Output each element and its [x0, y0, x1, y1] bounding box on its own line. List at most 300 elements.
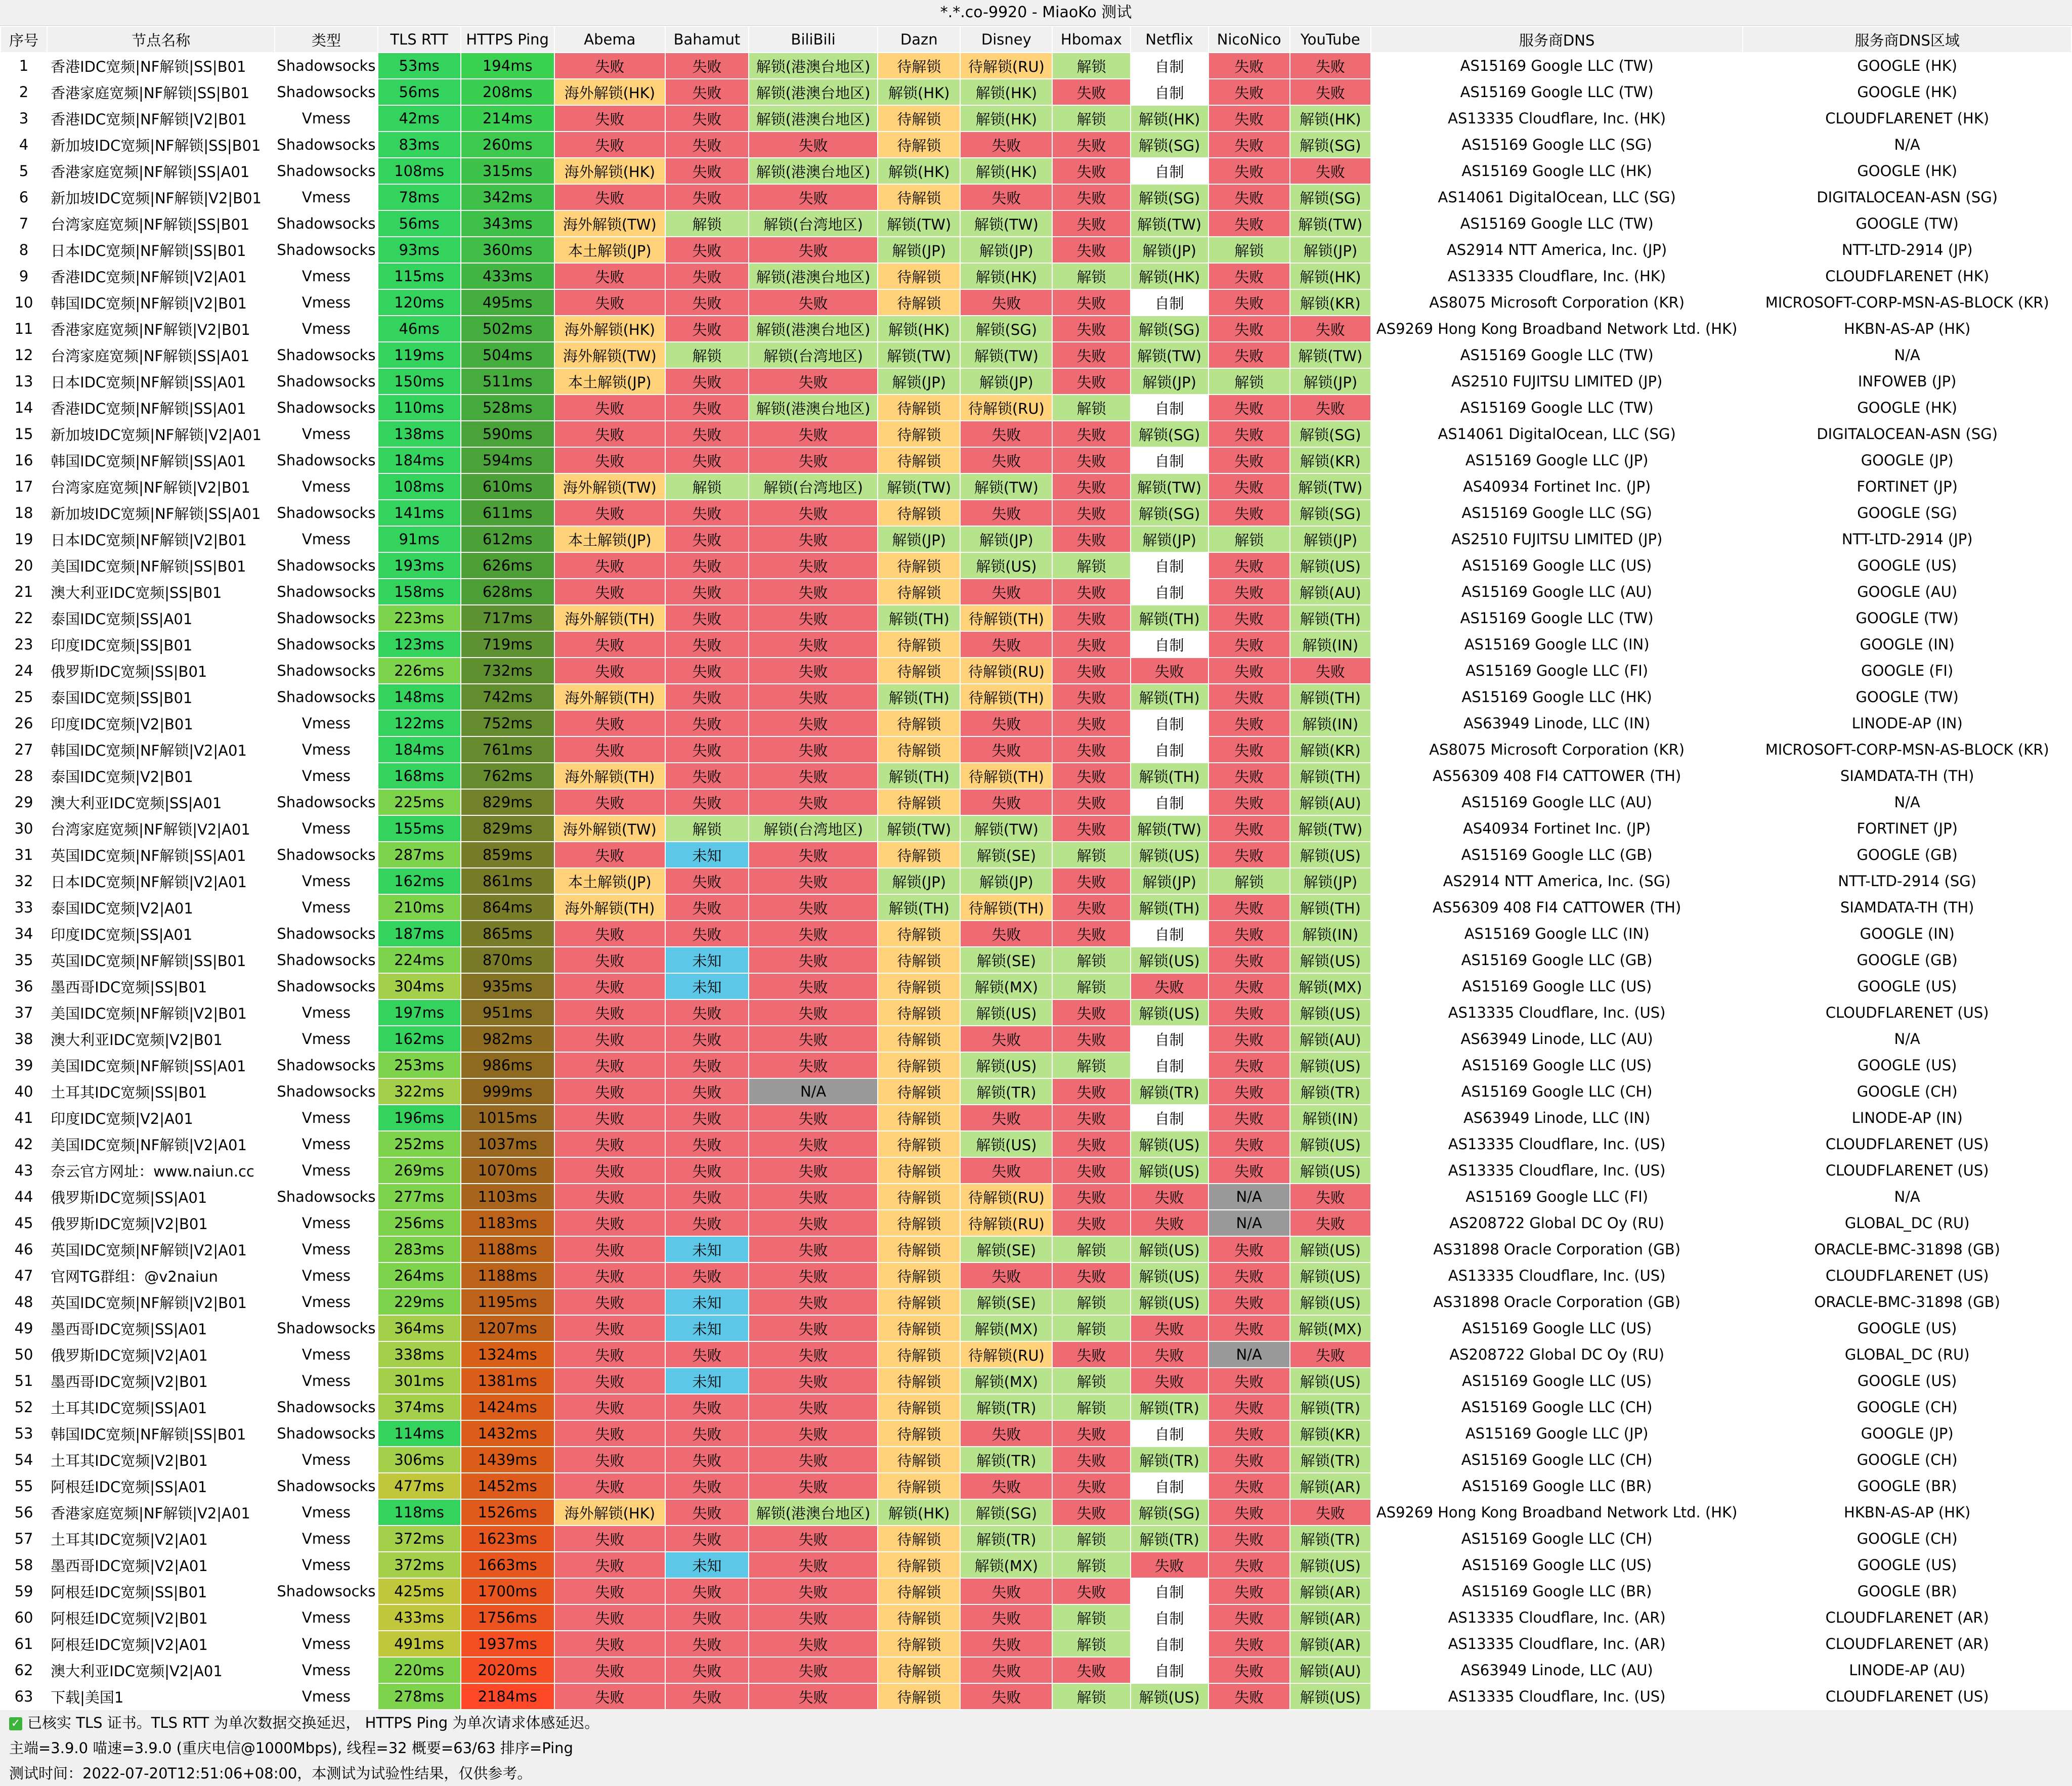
tls-rtt: 226ms	[378, 658, 461, 684]
table-row[interactable]	[1, 658, 2071, 684]
table-row[interactable]	[1, 1526, 2071, 1552]
row-index: 6	[1, 184, 47, 210]
status-cell: 失败	[665, 552, 749, 579]
dns-region: CLOUDFLARENET (AR)	[1743, 1631, 2071, 1657]
status-cell: 解锁(TW)	[960, 815, 1052, 842]
column-header[interactable]: YouTube	[1290, 26, 1371, 53]
status-cell: 失败	[749, 1526, 878, 1552]
https-ping: 1623ms	[461, 1526, 554, 1552]
node-type: Vmess	[275, 1236, 377, 1262]
dns-region: CLOUDFLARENET (US)	[1743, 1683, 2071, 1710]
status-cell: 解锁(TW)	[1131, 342, 1208, 368]
status-cell: 失败	[1208, 579, 1290, 605]
status-cell: 解锁(US)	[960, 552, 1052, 579]
node-type: Vmess	[275, 736, 377, 763]
status-cell: 解锁	[665, 210, 749, 237]
table-row[interactable]	[1, 947, 2071, 973]
status-cell: 失败	[554, 1341, 665, 1368]
https-ping: 194ms	[461, 53, 554, 79]
status-cell: 失败	[665, 921, 749, 947]
status-cell: 自制	[1131, 789, 1208, 815]
status-cell: 解锁(港澳台地区)	[749, 395, 878, 421]
node-type: Shadowsocks	[275, 947, 377, 973]
https-ping: 1188ms	[461, 1236, 554, 1262]
row-index: 46	[1, 1236, 47, 1262]
status-cell: 待解锁	[878, 1473, 960, 1499]
node-name: 俄罗斯IDC宽频|SS|A01	[47, 1184, 275, 1210]
table-row[interactable]	[1, 500, 2071, 526]
dns-region: GOOGLE (US)	[1743, 1052, 2071, 1078]
table-row[interactable]	[1, 815, 2071, 842]
row-index: 25	[1, 684, 47, 710]
status-cell: 失败	[1290, 1210, 1371, 1236]
column-header[interactable]: 序号	[1, 26, 47, 53]
status-cell: 待解锁	[878, 1683, 960, 1710]
dns-provider: AS13335 Cloudflare, Inc. (HK)	[1371, 263, 1743, 289]
status-cell: 待解锁	[878, 1657, 960, 1683]
dns-region: NTT-LTD-2914 (SG)	[1743, 868, 2071, 894]
status-cell: 失败	[1052, 1210, 1130, 1236]
status-cell: 待解锁	[878, 789, 960, 815]
dns-provider: AS13335 Cloudflare, Inc. (HK)	[1371, 105, 1743, 132]
dns-region: MICROSOFT-CORP-MSN-AS-BLOCK (KR)	[1743, 289, 2071, 316]
node-type: Vmess	[275, 1341, 377, 1368]
dns-provider: AS40934 Fortinet Inc. (JP)	[1371, 815, 1743, 842]
row-index: 48	[1, 1289, 47, 1315]
table-row[interactable]	[1, 1131, 2071, 1157]
node-name: 韩国IDC宽频|NF解锁|V2|B01	[47, 289, 275, 316]
https-ping: 342ms	[461, 184, 554, 210]
dns-provider: AS15169 Google LLC (CH)	[1371, 1526, 1743, 1552]
table-row[interactable]	[1, 184, 2071, 210]
column-header[interactable]: HTTPS Ping	[461, 26, 554, 53]
status-cell: 待解锁(TH)	[960, 763, 1052, 789]
table-row[interactable]	[1, 1447, 2071, 1473]
status-cell: 待解锁	[878, 947, 960, 973]
column-header[interactable]: 类型	[275, 26, 377, 53]
table-row[interactable]	[1, 1499, 2071, 1526]
status-cell: 解锁	[665, 815, 749, 842]
status-cell: 解锁(US)	[1290, 1552, 1371, 1578]
table-row[interactable]	[1, 736, 2071, 763]
dns-provider: AS63949 Linode, LLC (IN)	[1371, 710, 1743, 736]
table-row[interactable]	[1, 1341, 2071, 1368]
table-row[interactable]	[1, 237, 2071, 263]
row-index: 44	[1, 1184, 47, 1210]
node-name: 印度IDC宽频|SS|A01	[47, 921, 275, 947]
table-row[interactable]	[1, 1683, 2071, 1710]
status-cell: 解锁(HK)	[1290, 263, 1371, 289]
tls-rtt: 193ms	[378, 552, 461, 579]
table-row[interactable]	[1, 263, 2071, 289]
status-cell: 失败	[1208, 973, 1290, 999]
table-row[interactable]	[1, 53, 2071, 79]
table-row[interactable]	[1, 1210, 2071, 1236]
https-ping: 590ms	[461, 421, 554, 447]
status-cell: 海外解锁(TH)	[554, 684, 665, 710]
status-cell: 失败	[1052, 1262, 1130, 1289]
table-row[interactable]	[1, 1105, 2071, 1131]
status-cell: 海外解锁(HK)	[554, 158, 665, 184]
https-ping: 1324ms	[461, 1341, 554, 1368]
dns-provider: AS15169 Google LLC (BR)	[1371, 1473, 1743, 1499]
status-cell: 失败	[749, 526, 878, 552]
table-row[interactable]	[1, 552, 2071, 579]
dns-region: CLOUDFLARENET (US)	[1743, 1262, 2071, 1289]
status-cell: 解锁(US)	[1290, 999, 1371, 1026]
status-cell: 失败	[960, 789, 1052, 815]
status-cell: 解锁(港澳台地区)	[749, 105, 878, 132]
status-cell: 解锁(US)	[1290, 842, 1371, 868]
dns-provider: AS208722 Global DC Oy (RU)	[1371, 1341, 1743, 1368]
status-cell: 解锁(TR)	[1131, 1526, 1208, 1552]
table-row[interactable]	[1, 1236, 2071, 1262]
node-type: Shadowsocks	[275, 1052, 377, 1078]
status-cell: 解锁(IN)	[1290, 1105, 1371, 1131]
table-row[interactable]	[1, 1078, 2071, 1105]
table-row[interactable]	[1, 105, 2071, 132]
status-cell: 待解锁	[878, 999, 960, 1026]
column-header[interactable]: TLS RTT	[378, 26, 461, 53]
status-cell: 失败	[554, 500, 665, 526]
dns-provider: AS8075 Microsoft Corporation (KR)	[1371, 736, 1743, 763]
row-index: 12	[1, 342, 47, 368]
tls-rtt: 115ms	[378, 263, 461, 289]
node-type: Vmess	[275, 263, 377, 289]
status-cell: 失败	[554, 1262, 665, 1289]
status-cell: 解锁(HK)	[878, 1499, 960, 1526]
status-cell: 失败	[665, 79, 749, 105]
table-row[interactable]	[1, 1262, 2071, 1289]
status-cell: 失败	[749, 789, 878, 815]
status-cell: 海外解锁(HK)	[554, 316, 665, 342]
status-cell: 失败	[749, 1315, 878, 1341]
status-cell: 未知	[665, 1236, 749, 1262]
column-header[interactable]: Abema	[554, 26, 665, 53]
dns-provider: AS56309 408 FI4 CATTOWER (TH)	[1371, 894, 1743, 921]
status-cell: 失败	[1052, 316, 1130, 342]
tls-rtt: 155ms	[378, 815, 461, 842]
status-cell: 待解锁	[878, 395, 960, 421]
node-type: Vmess	[275, 421, 377, 447]
table-row[interactable]	[1, 1420, 2071, 1447]
status-cell: 解锁(IN)	[1290, 710, 1371, 736]
table-row[interactable]	[1, 684, 2071, 710]
table-row[interactable]	[1, 526, 2071, 552]
status-cell: 失败	[554, 1131, 665, 1157]
status-cell: 待解锁	[878, 289, 960, 316]
row-index: 43	[1, 1157, 47, 1184]
tls-rtt: 253ms	[378, 1052, 461, 1078]
table-row[interactable]	[1, 473, 2071, 500]
column-header[interactable]: Hbomax	[1052, 26, 1130, 53]
tls-rtt: 56ms	[378, 210, 461, 237]
status-cell: 解锁(JP)	[1290, 868, 1371, 894]
tls-rtt: 78ms	[378, 184, 461, 210]
tls-rtt: 229ms	[378, 1289, 461, 1315]
table-row[interactable]	[1, 1631, 2071, 1657]
tls-rtt: 225ms	[378, 789, 461, 815]
tls-rtt: 158ms	[378, 579, 461, 605]
dns-provider: AS15169 Google LLC (GB)	[1371, 842, 1743, 868]
column-header[interactable]: 服务商DNS	[1371, 26, 1743, 53]
table-row[interactable]	[1, 921, 2071, 947]
status-cell: 解锁	[1052, 1552, 1130, 1578]
node-name: 官网TG群组：@v2naiun	[47, 1262, 275, 1289]
table-row[interactable]	[1, 1657, 2071, 1683]
https-ping: 999ms	[461, 1078, 554, 1105]
table-row[interactable]	[1, 1289, 2071, 1315]
dns-provider: AS13335 Cloudflare, Inc. (US)	[1371, 1157, 1743, 1184]
status-cell: 失败	[960, 289, 1052, 316]
status-cell: 解锁(港澳台地区)	[749, 53, 878, 79]
status-cell: 海外解锁(TW)	[554, 210, 665, 237]
status-cell: 失败	[960, 500, 1052, 526]
status-cell: 解锁(台湾地区)	[749, 342, 878, 368]
status-cell: 解锁(台湾地区)	[749, 473, 878, 500]
https-ping: 986ms	[461, 1052, 554, 1078]
status-cell: 失败	[1052, 605, 1130, 631]
dns-provider: AS13335 Cloudflare, Inc. (US)	[1371, 999, 1743, 1026]
table-row[interactable]	[1, 999, 2071, 1026]
table-body	[1, 53, 2071, 1710]
status-cell: 待解锁	[878, 710, 960, 736]
dns-provider: AS2510 FUJITSU LIMITED (JP)	[1371, 368, 1743, 395]
table-row[interactable]	[1, 868, 2071, 894]
table-row[interactable]	[1, 1552, 2071, 1578]
status-cell: 失败	[749, 710, 878, 736]
column-header[interactable]: BiliBili	[749, 26, 878, 53]
node-type: Shadowsocks	[275, 158, 377, 184]
row-index: 49	[1, 1315, 47, 1341]
table-row[interactable]	[1, 842, 2071, 868]
status-cell: 失败	[749, 552, 878, 579]
dns-region: CLOUDFLARENET (HK)	[1743, 105, 2071, 132]
status-cell: 解锁(TW)	[878, 473, 960, 500]
table-row[interactable]	[1, 973, 2071, 999]
table-row[interactable]	[1, 210, 2071, 237]
status-cell: 失败	[1052, 921, 1130, 947]
status-cell: 失败	[749, 1473, 878, 1499]
dns-provider: AS13335 Cloudflare, Inc. (US)	[1371, 1262, 1743, 1289]
status-cell: 解锁(TW)	[960, 210, 1052, 237]
status-cell: 失败	[554, 1631, 665, 1657]
node-name: 美国IDC宽频|NF解锁|SS|A01	[47, 1052, 275, 1078]
status-cell: 解锁(SG)	[1131, 184, 1208, 210]
table-row[interactable]	[1, 421, 2071, 447]
status-cell: 失败	[749, 289, 878, 316]
status-cell: 待解锁	[878, 1315, 960, 1341]
node-type: Shadowsocks	[275, 500, 377, 526]
status-cell: 失败	[1052, 526, 1130, 552]
status-cell: 解锁(TR)	[960, 1394, 1052, 1420]
status-cell: 失败	[1290, 658, 1371, 684]
table-row[interactable]	[1, 605, 2071, 631]
status-cell: 解锁(TR)	[1290, 1526, 1371, 1552]
table-row[interactable]	[1, 368, 2071, 395]
status-cell: 解锁(US)	[1131, 1683, 1208, 1710]
table-row[interactable]	[1, 1052, 2071, 1078]
status-cell: 失败	[1208, 105, 1290, 132]
table-row[interactable]	[1, 1026, 2071, 1052]
node-type: Vmess	[275, 1552, 377, 1578]
status-cell: 失败	[1052, 579, 1130, 605]
status-cell: 失败	[554, 736, 665, 763]
table-row[interactable]	[1, 1394, 2071, 1420]
table-row[interactable]	[1, 1315, 2071, 1341]
status-cell: 失败	[1208, 1052, 1290, 1078]
column-header[interactable]: Dazn	[878, 26, 960, 53]
status-cell: 失败	[665, 658, 749, 684]
status-cell: 解锁(TW)	[1131, 210, 1208, 237]
status-cell: 失败	[1131, 1341, 1208, 1368]
status-cell: 失败	[665, 237, 749, 263]
status-cell: 失败	[1052, 500, 1130, 526]
table-row[interactable]	[1, 710, 2071, 736]
status-cell: 失败	[960, 1262, 1052, 1289]
status-cell: 失败	[665, 421, 749, 447]
status-cell: 解锁(SE)	[960, 1236, 1052, 1262]
status-cell: 解锁(US)	[960, 1052, 1052, 1078]
table-row[interactable]	[1, 763, 2071, 789]
node-type: Shadowsocks	[275, 579, 377, 605]
status-cell: 解锁(HK)	[878, 316, 960, 342]
table-row[interactable]	[1, 132, 2071, 158]
dns-provider: AS15169 Google LLC (HK)	[1371, 158, 1743, 184]
node-name: 土耳其IDC宽频|SS|B01	[47, 1078, 275, 1105]
status-cell: 解锁(AU)	[1290, 1657, 1371, 1683]
table-row[interactable]	[1, 79, 2071, 105]
status-cell: 自制	[1131, 579, 1208, 605]
row-index: 23	[1, 631, 47, 658]
table-row[interactable]	[1, 289, 2071, 316]
tls-rtt: 108ms	[378, 473, 461, 500]
row-index: 14	[1, 395, 47, 421]
status-cell: 解锁	[1208, 368, 1290, 395]
node-name: 泰国IDC宽频|SS|B01	[47, 684, 275, 710]
node-type: Shadowsocks	[275, 605, 377, 631]
https-ping: 2184ms	[461, 1683, 554, 1710]
https-ping: 1424ms	[461, 1394, 554, 1420]
node-name: 香港家庭宽频|NF解锁|SS|B01	[47, 79, 275, 105]
node-name: 美国IDC宽频|NF解锁|V2|A01	[47, 1131, 275, 1157]
column-header[interactable]: 服务商DNS区域	[1743, 26, 2071, 53]
dns-region: GOOGLE (HK)	[1743, 79, 2071, 105]
row-index: 7	[1, 210, 47, 237]
row-index: 38	[1, 1026, 47, 1052]
table-row[interactable]	[1, 395, 2071, 421]
node-name: 泰国IDC宽频|V2|B01	[47, 763, 275, 789]
status-cell: 失败	[1131, 973, 1208, 999]
status-cell: 失败	[1208, 921, 1290, 947]
status-cell: 解锁(JP)	[878, 237, 960, 263]
dns-region: GOOGLE (HK)	[1743, 158, 2071, 184]
status-cell: 解锁(AR)	[1290, 1473, 1371, 1499]
window-title: *.*.co-9920 - MiaoKo 测试	[0, 0, 2072, 26]
column-header[interactable]: Disney	[960, 26, 1052, 53]
dns-region: GOOGLE (TW)	[1743, 210, 2071, 237]
tls-rtt: 114ms	[378, 1420, 461, 1447]
column-header[interactable]: 节点名称	[47, 26, 275, 53]
table-row[interactable]	[1, 1578, 2071, 1604]
status-cell: 失败	[1208, 1526, 1290, 1552]
dns-region: GOOGLE (US)	[1743, 973, 2071, 999]
column-header[interactable]: NicoNico	[1208, 26, 1290, 53]
status-cell: 失败	[1208, 894, 1290, 921]
status-cell: 自制	[1131, 1052, 1208, 1078]
dns-provider: AS208722 Global DC Oy (RU)	[1371, 1210, 1743, 1236]
tls-rtt: 148ms	[378, 684, 461, 710]
status-cell: 失败	[1131, 1315, 1208, 1341]
node-name: 香港家庭宽频|NF解锁|SS|A01	[47, 158, 275, 184]
status-cell: 失败	[1208, 1657, 1290, 1683]
tls-rtt: 425ms	[378, 1578, 461, 1604]
status-cell: 本土解锁(JP)	[554, 368, 665, 395]
table-row[interactable]	[1, 1604, 2071, 1631]
status-cell: 解锁(SG)	[960, 1499, 1052, 1526]
status-cell: 失败	[1208, 1473, 1290, 1499]
table-row[interactable]	[1, 447, 2071, 473]
table-row[interactable]	[1, 342, 2071, 368]
status-cell: 海外解锁(HK)	[554, 1499, 665, 1526]
table-row[interactable]	[1, 789, 2071, 815]
table-row[interactable]	[1, 631, 2071, 658]
table-row[interactable]	[1, 894, 2071, 921]
tls-rtt: 210ms	[378, 894, 461, 921]
tls-rtt: 372ms	[378, 1526, 461, 1552]
status-cell: 失败	[960, 1578, 1052, 1604]
dns-provider: AS15169 Google LLC (US)	[1371, 1052, 1743, 1078]
node-type: Vmess	[275, 763, 377, 789]
status-cell: 解锁(TR)	[1131, 1078, 1208, 1105]
status-cell: 未知	[665, 1289, 749, 1315]
column-header[interactable]: Netflix	[1131, 26, 1208, 53]
https-ping: 865ms	[461, 921, 554, 947]
row-index: 42	[1, 1131, 47, 1157]
tls-rtt: 108ms	[378, 158, 461, 184]
tls-rtt: 264ms	[378, 1262, 461, 1289]
table-row[interactable]	[1, 1473, 2071, 1499]
dns-region: SIAMDATA-TH (TH)	[1743, 894, 2071, 921]
dns-region: CLOUDFLARENET (AR)	[1743, 1604, 2071, 1631]
table-row[interactable]	[1, 1368, 2071, 1394]
status-cell: 解锁(AU)	[1290, 789, 1371, 815]
status-cell: 失败	[665, 316, 749, 342]
status-cell: 解锁(US)	[1131, 1262, 1208, 1289]
status-cell: 失败	[960, 132, 1052, 158]
table-row[interactable]	[1, 1184, 2071, 1210]
tls-rtt: 364ms	[378, 1315, 461, 1341]
status-cell: 解锁(US)	[1131, 1289, 1208, 1315]
node-name: 日本IDC宽频|NF解锁|V2|B01	[47, 526, 275, 552]
table-row[interactable]	[1, 316, 2071, 342]
status-cell: 解锁(TW)	[1131, 473, 1208, 500]
status-cell: 失败	[960, 631, 1052, 658]
status-cell: 失败	[665, 1262, 749, 1289]
column-header[interactable]: Bahamut	[665, 26, 749, 53]
status-cell: 失败	[749, 184, 878, 210]
table-row[interactable]	[1, 1157, 2071, 1184]
status-cell: 失败	[554, 421, 665, 447]
status-cell: 解锁(TH)	[1290, 684, 1371, 710]
status-cell: 解锁(MX)	[960, 1368, 1052, 1394]
node-name: 美国IDC宽频|NF解锁|SS|B01	[47, 552, 275, 579]
table-row[interactable]	[1, 158, 2071, 184]
status-cell: 未知	[665, 1552, 749, 1578]
row-index: 13	[1, 368, 47, 395]
node-type: Shadowsocks	[275, 842, 377, 868]
table-row[interactable]	[1, 579, 2071, 605]
